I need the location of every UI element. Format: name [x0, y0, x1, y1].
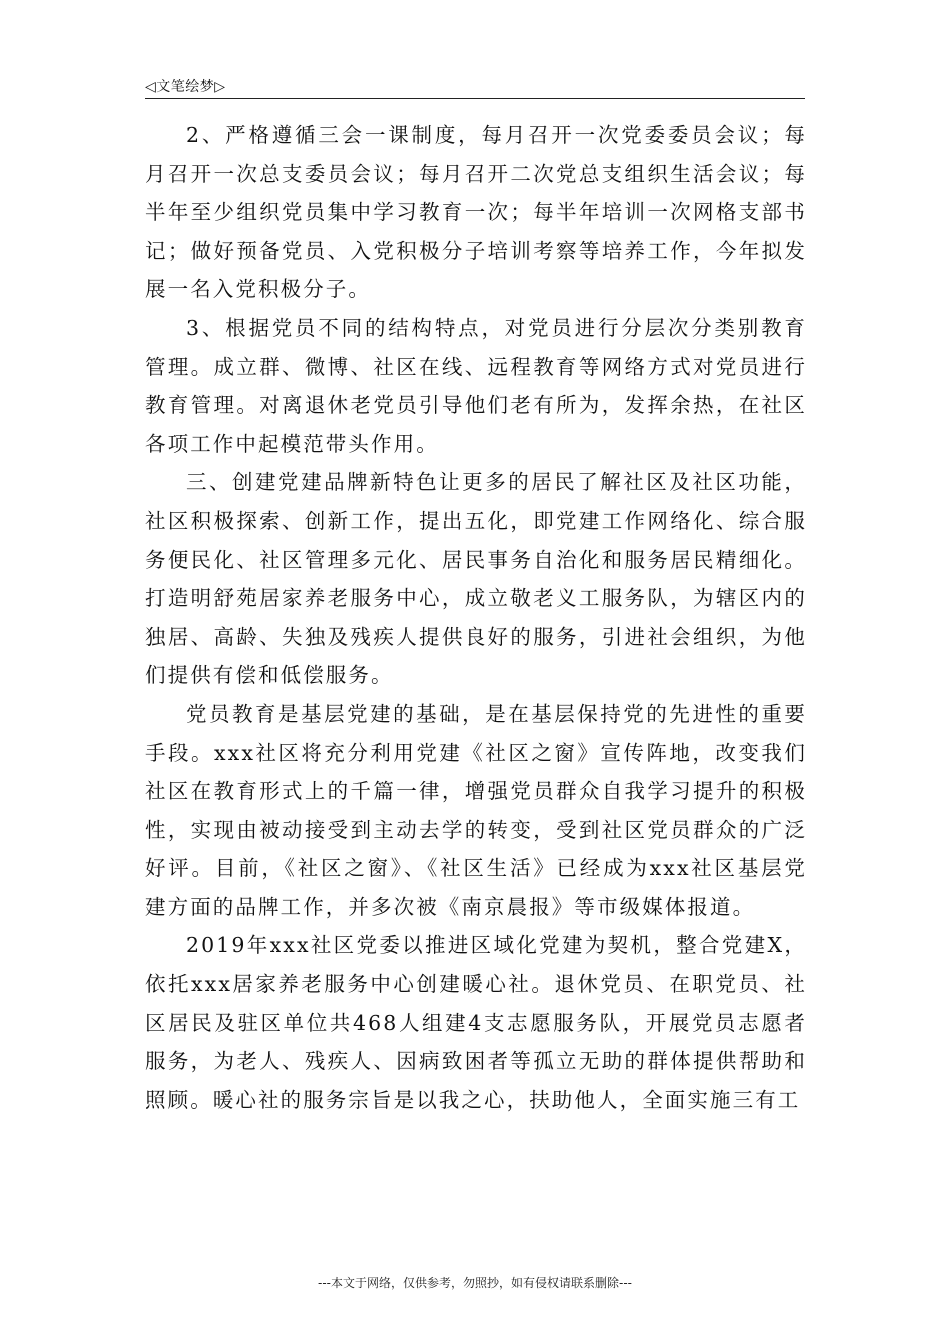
header-title: ◁文笔绘梦▷ — [145, 79, 226, 95]
page-footer: ---本文于网络，仅供参考，勿照抄，如有侵权请联系删除--- — [318, 1276, 632, 1290]
page-header — [145, 72, 805, 99]
paragraph-item-3: 3、根据党员不同的结构特点，对党员进行分层次分类别教育管理。成立群、微博、社区在线、远程教育等网络方式对党员进行教育管理。对离退休老党员引导他们老有所为，发挥余热，在社区各项工作中起模范带头作用。 — [145, 315, 807, 456]
paragraph-item-2: 2、严格遵循三会一课制度，每月召开一次党委委员会议；每月召开一次总支委员会议；每月召开二次党总支组织生活会议；每半年至少组织党员集中学习教育一次；每半年培训一次网格支部书记；做好预备党员、入党积极分子培训考察等培养工作，今年拟发展一名入党积极分子。 — [145, 123, 807, 302]
paragraph-2019-warm-heart: 2019年xxx社区党委以推进区域化党建为契机，整合党建X，依托xxx居家养老服务中心创建暖心社。退休党员、在职党员、社区居民及驻区单位共468人组建4支志愿服务队，开展党员志愿者服务，为老人、残疾人、因病致困者等孤立无助的群体提供帮助和照顾。暖心社的服务宗旨是以我之心，扶助他人，全面实施三有工 — [145, 933, 807, 1112]
paragraph-party-education: 党员教育是基层党建的基础，是在基层保持党的先进性的重要手段。xxx社区将充分利用党建《社区之窗》宣传阵地，改变我们社区在教育形式上的千篇一律，增强党员群众自我学习提升的积极性，实现由被动接受到主动去学的转变，受到社区党员群众的广泛好评。目前，《社区之窗》、《社区生活》已经成为xxx社区基层党建方面的品牌工作，并多次被《南京晨报》等市级媒体报道。 — [145, 701, 807, 919]
paragraph-section-3: 三、创建党建品牌新特色让更多的居民了解社区及社区功能，社区积极探索、创新工作，提出五化，即党建工作网络化、综合服务便民化、社区管理多元化、居民事务自治化和服务居民精细化。打造明舒苑居家养老服务中心，成立敬老义工服务队，为辖区内的独居、高龄、失独及残疾人提供良好的服务，引进社会组织，为他们提供有偿和低偿服务。 — [145, 470, 807, 688]
document-body — [145, 116, 807, 1119]
